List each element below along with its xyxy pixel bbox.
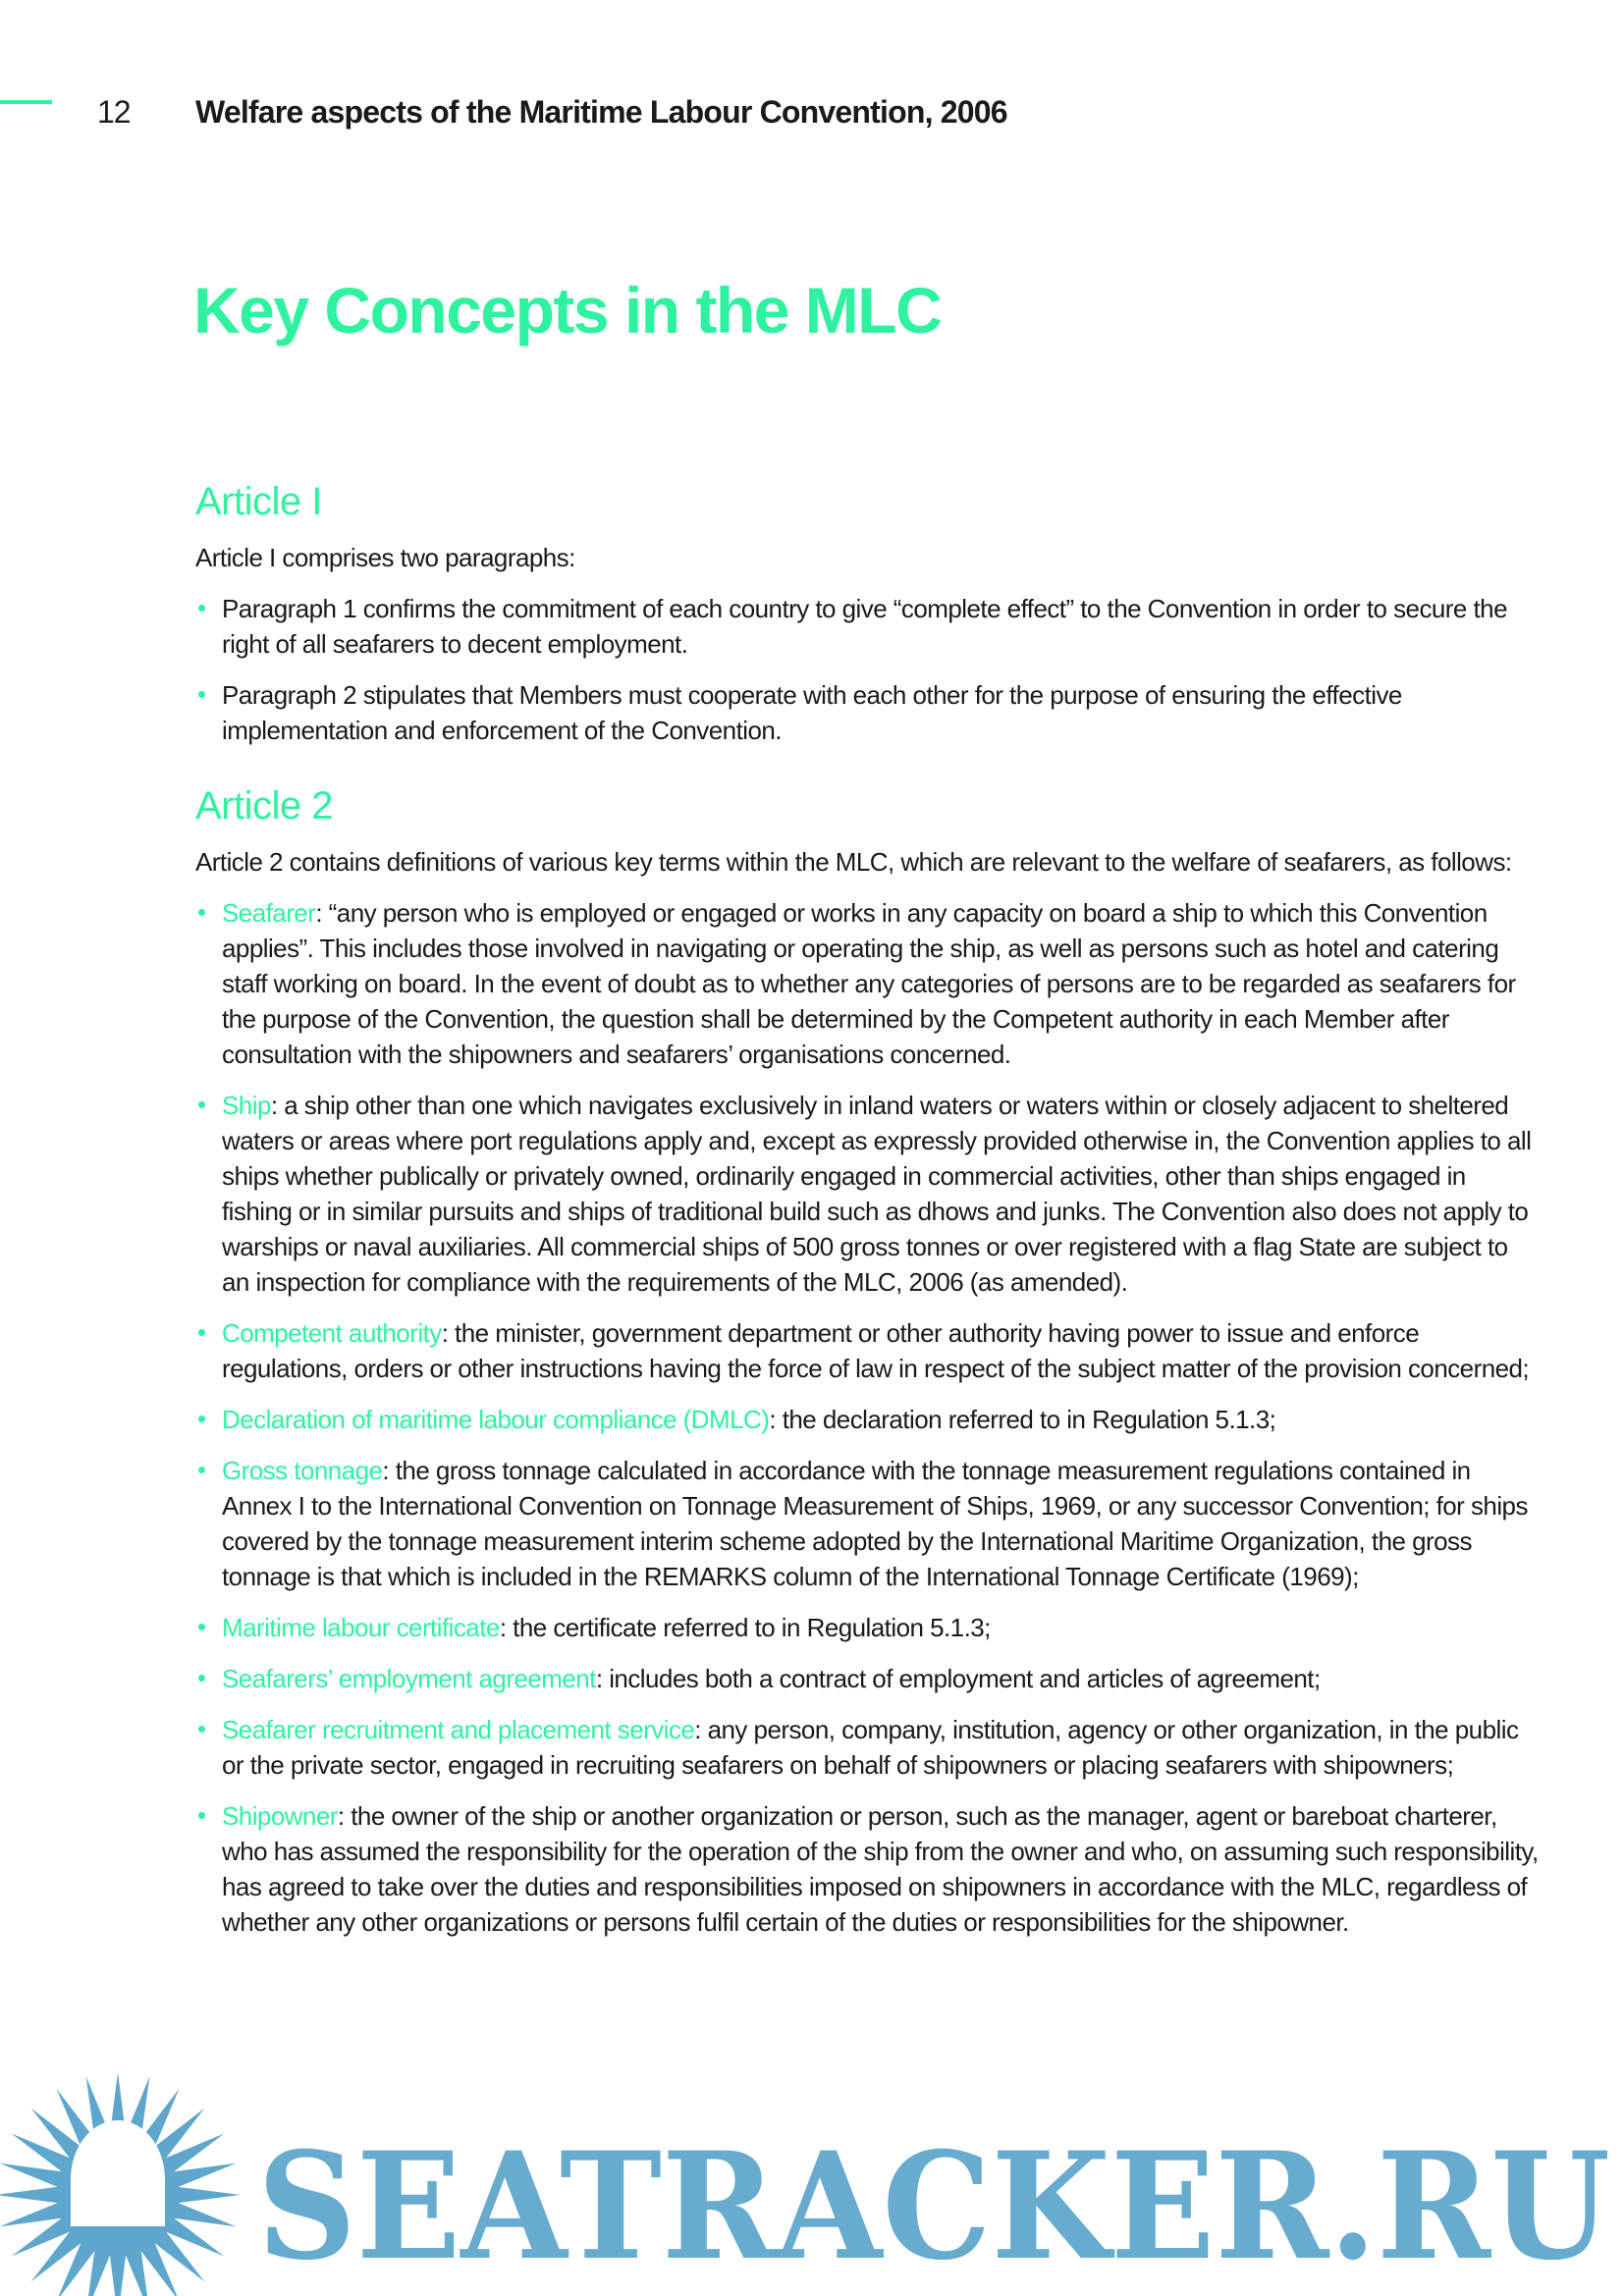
definition-text: : any person, company, institution, agency or other organization, in the public or the private sector, engaged in recruiting seafarers on behalf of shipowners or placing seafarers with shipowners; xyxy=(222,1715,1519,1780)
bullet-icon xyxy=(198,1101,205,1108)
list-item xyxy=(195,591,1541,662)
definition-text: : the declaration referred to in Regulation 5.1.3; xyxy=(769,1405,1276,1434)
definition-term: Maritime labour certificate xyxy=(222,1613,500,1642)
definition-term: Competent authority xyxy=(222,1318,442,1348)
article-2-intro: Article 2 contains definitions of various key terms within the MLC, which are relevant to the welfare of seafarers, as follows: xyxy=(195,847,1512,877)
bullet-icon xyxy=(198,691,205,698)
definition-term: Ship xyxy=(222,1091,271,1120)
definition-item xyxy=(195,1453,1541,1594)
definition-text: : includes both a contract of employment and articles of agreement; xyxy=(595,1664,1321,1693)
article-1-heading: Article I xyxy=(195,480,322,523)
definitions-list xyxy=(195,895,1541,1940)
definition-text: : the minister, government department or other authority having power to issue and enforce regulations, orders or other instructions having the force of law in respect of the subject matter of the provision concerned; xyxy=(222,1318,1530,1383)
sun-logo-icon xyxy=(0,2072,241,2296)
definition-term: Declaration of maritime labour compliance (DMLC) xyxy=(222,1405,770,1434)
definition-term: Seafarers’ employment agreement xyxy=(222,1664,596,1693)
page-number: 12 xyxy=(97,94,131,130)
definition-text: : the owner of the ship or another organization or person, such as the manager, agent or bareboat charterer, who has assumed the responsibility for the operation of the ship from the owner and who, on assuming such responsibility, has agreed to take over the duties and responsibilities imposed on shipowners in accordance with the MLC, regardless of whether any other organizations or persons fulfil certain of the duties or responsibilities for the shipowner. xyxy=(222,1801,1539,1937)
bullet-icon xyxy=(198,1726,205,1733)
watermark xyxy=(0,2061,1624,2296)
definition-text: : the gross tonnage calculated in accordance with the tonnage measurement regulations contained in Annex I to the International Convention on Tonnage Measurement of Ships, 1969, or any successor Convention; for ships covered by the tonnage measurement interim scheme adopted by the International Maritime Organization, the gross tonnage is that which is included in the REMARKS column of the International Tonnage Certificate (1969); xyxy=(222,1456,1528,1591)
definition-item xyxy=(195,1661,1541,1696)
definition-text: : a ship other than one which navigates exclusively in inland waters or waters within or closely adjacent to sheltered waters or areas where port regulations apply and, except as expressly provided otherwise in, the Convention applies to all ships whether publically or privately owned, ordinarily engaged in commercial activities, other than ships engaged in fishing or in similar pursuits and ships of traditional build such as dhows and junks. The Convention also does not apply to warships or naval auxiliaries. All commercial ships of 500 gross tonnes or over registered with a flag State are subject to an inspection for compliance with the requirements of the MLC, 2006 (as amended). xyxy=(222,1091,1532,1297)
bullet-icon xyxy=(198,1624,205,1630)
definition-item xyxy=(195,1402,1541,1437)
definition-term: Gross tonnage xyxy=(222,1456,383,1485)
watermark-text: SEATRACKER.RU xyxy=(257,2120,1610,2293)
article-1-intro: Article I comprises two paragraphs: xyxy=(195,543,575,572)
definition-item xyxy=(195,1088,1541,1300)
definition-text: : the certificate referred to in Regulation 5.1.3; xyxy=(499,1613,991,1642)
bullet-icon xyxy=(198,909,205,916)
definition-item xyxy=(195,1712,1541,1783)
list-item-text: Paragraph 2 stipulates that Members must cooperate with each other for the purpose of ensuring the effective implementation and enforcement of the Convention. xyxy=(222,680,1402,745)
article-2-heading: Article 2 xyxy=(195,784,333,828)
definition-item xyxy=(195,1610,1541,1645)
running-title: Welfare aspects of the Maritime Labour Convention, 2006 xyxy=(195,94,1007,130)
definition-term: Seafarer recruitment and placement service xyxy=(222,1715,695,1744)
sun-dome xyxy=(71,2120,165,2226)
article-1-list xyxy=(195,591,1541,748)
list-item-text: Paragraph 1 confirms the commitment of each country to give “complete effect” to the Convention in order to secure the right of all seafarers to decent employment. xyxy=(222,594,1507,659)
definition-item xyxy=(195,1798,1541,1940)
sun-rays xyxy=(0,2072,241,2296)
definition-item xyxy=(195,895,1541,1072)
accent-rule xyxy=(0,100,52,104)
definition-item xyxy=(195,1315,1541,1386)
bullet-icon xyxy=(198,1812,205,1819)
bullet-icon xyxy=(198,1467,205,1473)
page-title: Key Concepts in the MLC xyxy=(193,274,942,347)
bullet-icon xyxy=(198,1675,205,1682)
bullet-icon xyxy=(198,605,205,612)
definition-text: : “any person who is employed or engaged or works in any capacity on board a ship to which this Convention applies”. This includes those involved in navigating or operating the ship, as well as persons such as hotel and catering staff working on board. In the event of doubt as to whether any categories of persons are to be regarded as seafarers for the purpose of the Convention, the question shall be determined by the Competent authority in each Member after consultation with the shipowners and seafarers’ organisations concerned. xyxy=(222,898,1516,1069)
bullet-icon xyxy=(198,1329,205,1336)
definition-term: Shipowner xyxy=(222,1801,338,1831)
definition-term: Seafarer xyxy=(222,898,316,928)
list-item xyxy=(195,677,1541,748)
bullet-icon xyxy=(198,1415,205,1422)
body-content xyxy=(195,477,1541,1955)
